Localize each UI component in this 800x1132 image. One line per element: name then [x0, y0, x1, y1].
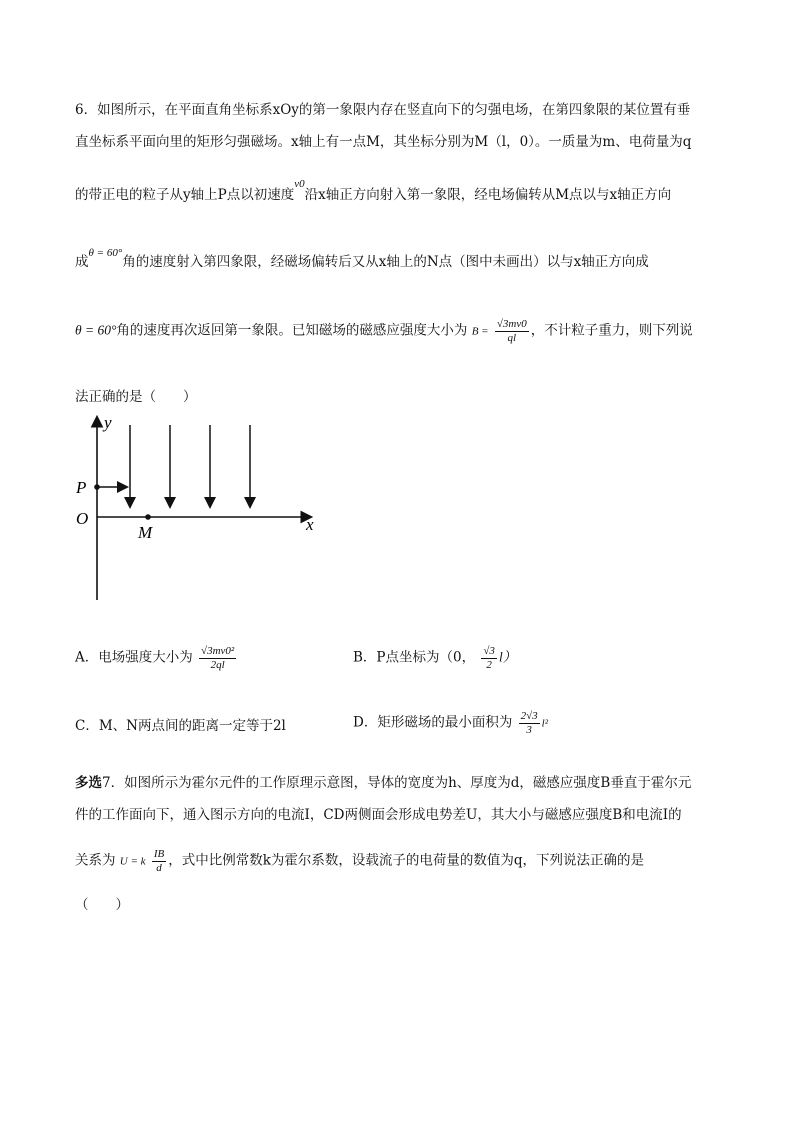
y-axis-label: y [104, 413, 112, 432]
q6-line6: 法正确的是（ ） [75, 389, 197, 405]
option-C: C．M、N两点间的距离一定等于2l [75, 718, 286, 734]
theta-symbol: θ = 60° [88, 247, 123, 259]
option-B-den: 2 [486, 658, 492, 671]
q6-line5a: 角的速度再次返回第一象限。已知磁场的磁感应强度大小为 [116, 322, 468, 339]
option-A-den: 2ql [210, 658, 225, 671]
q7-line3b: ，式中比例常数k为霍尔系数，设载流子的电荷量的数值为q，下列说法正确的是 [168, 852, 645, 869]
option-A-num: √3mv0² [201, 645, 235, 657]
option-B-fraction [481, 645, 497, 671]
B-denominator: ql [507, 331, 517, 344]
B-lhs: B = [471, 325, 489, 338]
x-axis-label: x [306, 515, 314, 534]
q6-line5 [75, 318, 693, 344]
q6-line3a: 的带正电的粒子从y轴上P点以初速度 [75, 187, 295, 203]
q6-text-line1: 如图所示，在平面直角坐标系xOy的第一象限内存在竖直向下的匀强电场，在第四象限的某位置有垂 [97, 102, 691, 118]
q7-text-line1: 7．如图所示为霍尔元件的工作原理示意图，导体的宽度为h、厚度为d，磁感应强度B垂直于霍尔元 [102, 775, 692, 791]
q7-line3 [75, 848, 644, 874]
option-D-den: 3 [526, 723, 532, 736]
U-fraction [152, 848, 166, 874]
option-D-fraction [519, 710, 540, 736]
label-O: O [76, 509, 89, 528]
option-B-num: √3 [483, 645, 495, 657]
label-P: P [76, 478, 87, 497]
B-numerator: √3mv0 [496, 318, 527, 330]
U-lhs: U = k [119, 855, 146, 868]
option-D [353, 710, 548, 736]
q7-line3a: 关系为 [75, 852, 116, 869]
q6-line3b: 沿x轴正方向射入第一象限，经电场偏转从M点以与x轴正方向 [304, 187, 672, 203]
q6-line4b: 角的速度射入第四象限，经磁场偏转后又从x轴上的N点（图中未画出）以与x轴正方向成 [122, 254, 649, 270]
q6-line4 [75, 247, 649, 270]
q6-line1 [75, 98, 690, 118]
option-B-text: B．P点坐标为（0， [353, 649, 476, 666]
q6-line4a: 成 [75, 254, 89, 270]
U-numerator: IB [153, 848, 165, 860]
option-A-text: A．电场强度大小为 [75, 649, 193, 666]
label-M: M [138, 523, 153, 542]
q6-line5b: ，不计粒子重力，则下列说 [530, 322, 693, 339]
option-B [353, 645, 516, 671]
option-D-tail: l² [541, 717, 549, 730]
point-M [145, 514, 151, 520]
q6-number: 6． [75, 102, 98, 118]
q7-tag: 多选 [75, 775, 102, 791]
v0-symbol: v0 [294, 178, 305, 190]
q6-line2: 直坐标系平面向里的矩形匀强磁场。x轴上有一点M，其坐标分别为M（l，0）。一质量为m、电荷量为q [75, 134, 692, 150]
B-fraction [495, 318, 529, 344]
option-A-fraction [199, 645, 236, 671]
option-D-num: 2√3 [520, 710, 538, 722]
q6-line3 [75, 178, 672, 203]
q6-figure [70, 410, 330, 610]
q7-line4: （ ） [75, 897, 129, 913]
q7-line1 [75, 771, 691, 791]
option-D-text: D．矩形磁场的最小面积为 [353, 714, 513, 731]
q7-line2: 件的工作面向下，通入图示方向的电流I，CD两侧面会形成电势差U，其大小与磁感应强度B和电流I的 [75, 807, 682, 823]
option-A [75, 645, 238, 671]
option-B-tail: l） [498, 649, 517, 665]
theta-symbol-2: θ = 60° [75, 322, 117, 338]
U-denominator: d [156, 861, 162, 874]
